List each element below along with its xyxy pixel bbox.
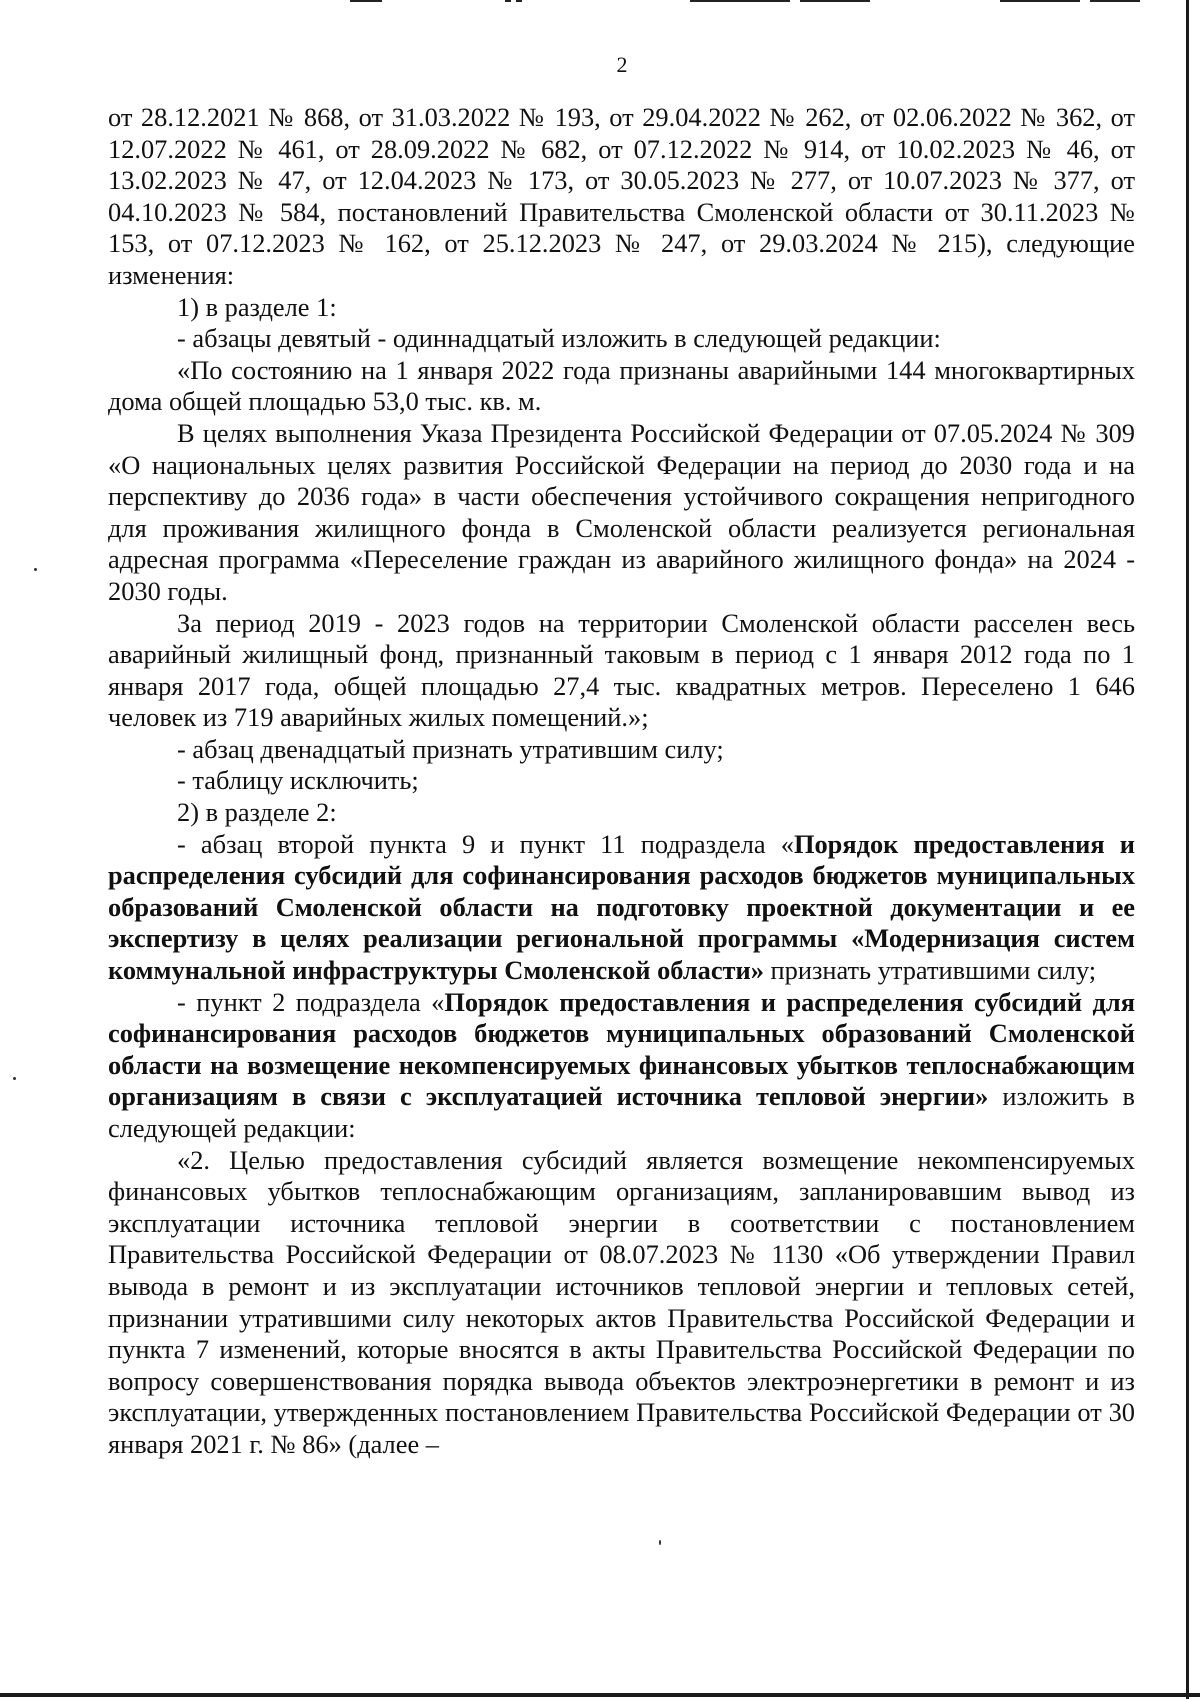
paragraph-presidential-decree: В целях выполнения Указа Президента Российской Федерации от 07.05.2024 № 309 «О национальных целях развития Российской Федерации на период до 2030 года и на перспективу до 2036 года» в части обеспечения устойчивого сокращения непригодного для проживания жилищного фонда в Смоленской области реализуется региональная адресная программа «Переселение граждан из аварийного жилищного фонда» на 2024 - 2030 годы.	[108, 417, 1135, 606]
scan-top-artifacts	[0, 0, 1200, 6]
paragraph-abzacy-9-11: - абзацы девятый - одиннадцатый изложить в следующей редакции:	[177, 323, 941, 354]
text-run: - абзац второй пункта 9 и пункт 11 подраздела «	[177, 828, 794, 859]
paragraph-table-exclude: - таблицу исключить;	[177, 765, 419, 796]
paragraph-subsidy-purpose: «2. Целью предоставления субсидий является возмещение некомпенсируемых финансовых убытков теплоснабжающим организациям, запланировавшим вывод из эксплуатации источника тепловой энергии в соответствии с постановлением Правительства Российской Федерации от 08.07.2023 № 1130 «Об утверждении Правил вывода в ремонт и из эксплуатации источников тепловой энергии и тепловых сетей, признании утратившими силу некоторых актов Правительства Российской Федерации и пункта 7 изменений, которые вносятся в акты Правительства Российской Федерации по вопросу совершенствования порядка вывода объектов электроэнергетики в ремонт и из эксплуатации, утвержденных постановлением Правительства Российской Федерации от 30 января 2021 г. № 86» (далее –	[108, 1144, 1135, 1459]
scan-speck	[34, 568, 37, 571]
scan-speck	[659, 1540, 661, 1545]
scan-speck	[13, 1077, 16, 1080]
text-run: изложить в следующей редакции:	[108, 1081, 1135, 1143]
paragraph-subsidies-heat	[108, 987, 1135, 1145]
scan-edge-right	[1186, 0, 1189, 1699]
page-number: 2	[616, 52, 628, 77]
paragraph-emergency-houses: «По состоянию на 1 января 2022 года признаны аварийными 144 многоквартирных дома общей площадью 53,0 тыс. кв. м.	[108, 354, 1135, 417]
paragraph-amendment-list: от 28.12.2021 № 868, от 31.03.2022 № 193, от 29.04.2022 № 262, от 02.06.2022 № 362, от 12.07.2022 № 461, от 28.09.2022 № 682, от 07.12.2022 № 914, от 10.02.2023 № 46, от 13.02.2023 № 47, от 12.04.2023 № 173, от 30.05.2023 № 277, от 10.07.2023 № 377, от 04.10.2023 № 584, постановлений Правительства Смоленской области от 30.11.2023 № 153, от 07.12.2023 № 162, от 25.12.2023 № 247, от 29.03.2024 № 215), следующие изменения:	[108, 102, 1135, 290]
paragraph-abzac-12: - абзац двенадцатый признать утратившим силу;	[177, 733, 724, 764]
document-body	[108, 102, 1135, 1461]
scan-edge-bottom	[0, 1693, 1200, 1697]
paragraph-section-2: 2) в разделе 2:	[177, 797, 337, 828]
text-run: - пункт 2 подраздела «	[177, 986, 445, 1017]
text-run: признать утратившими силу;	[763, 955, 1097, 986]
bold-title-design-subsidies: Порядок предоставления и распределения субсидий для софинансирования расходов бюджетов муниципальных образований Смоленской области на подготовку проектной документации и ее экспертизу в целях реализации региональной программы «Модернизация систем коммунальной инфраструктуры Смоленской области»	[108, 828, 1135, 986]
paragraph-section-1: 1) в разделе 1:	[177, 291, 337, 322]
bold-title-heat-subsidies: Порядок предоставления и распределения субсидий для софинансирования расходов бюджетов муниципальных образований Смоленской области на возмещение некомпенсируемых финансовых убытков теплоснабжающим организациям в связи с эксплуатацией источника тепловой энергии»	[108, 986, 1135, 1112]
paragraph-resettlement-results: За период 2019 - 2023 годов на территории Смоленской области расселен весь аварийный жилищный фонд, признанный таковым в период с 1 января 2012 года по 1 января 2017 года, общей площадью 27,4 тыс. квадратных метров. Переселено 1 646 человек из 719 аварийных жилых помещений.»;	[108, 607, 1135, 733]
paragraph-subsidies-design	[108, 829, 1135, 987]
